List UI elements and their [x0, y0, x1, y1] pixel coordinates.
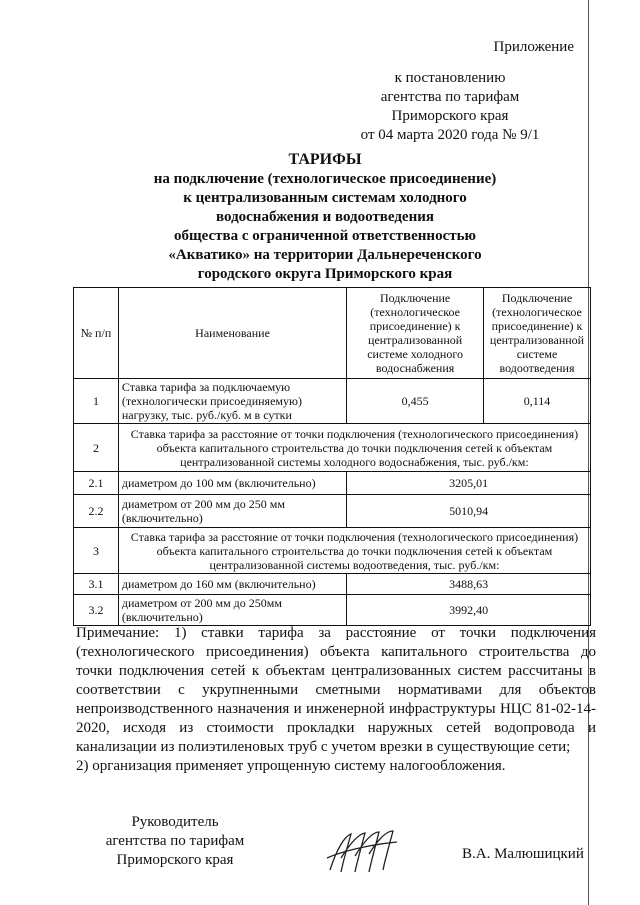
table-row: [74, 528, 591, 574]
signatory-line: Приморского края: [116, 852, 234, 868]
row-section-text: Ставка тарифа за расстояние от точки подключения (технологического присоединения) объекта капитального строительства до точки подключения сетей к объектам централизованной системы холодного водоснабжения, тыс. руб./км:: [118, 424, 590, 472]
note-block: [76, 624, 596, 776]
signatory-position: [100, 813, 250, 870]
row-value: 3488,63: [347, 574, 591, 595]
signatory-name: В.А. Малюшицкий: [462, 846, 584, 862]
row-num: 1: [74, 379, 119, 424]
tariff-table: [73, 287, 591, 626]
table-row: [74, 495, 591, 528]
row-num: 2.1: [74, 472, 119, 495]
appendix-date-line: от 04 марта 2020 года № 9/1: [360, 127, 540, 143]
row-name: диаметром до 100 мм (включительно): [118, 472, 346, 495]
table-header-row: [74, 288, 591, 379]
row-num: 3: [74, 528, 119, 574]
signatory-line: Руководитель: [131, 814, 219, 830]
row-value: 5010,94: [347, 495, 591, 528]
document-title: [120, 150, 530, 284]
table-row: [74, 595, 591, 626]
row-num: 3.2: [74, 595, 119, 626]
row-name: диаметром до 160 мм (включительно): [118, 574, 346, 595]
row-num: 2: [74, 424, 119, 472]
header-num: № п/п: [74, 288, 119, 379]
row-value-sewer: 0,114: [484, 379, 591, 424]
table-row: [74, 574, 591, 595]
appendix-line: агентства по тарифам: [380, 89, 520, 105]
row-value-water: 0,455: [347, 379, 484, 424]
title-line: городского округа Приморского края: [197, 266, 453, 282]
title-line: водоснабжения и водоотведения: [216, 209, 434, 225]
title-line: на подключение (технологическое присоединение): [153, 171, 497, 187]
handwritten-signature: [325, 828, 415, 878]
header-water-supply: Подключение (технологическое присоединение) к централизованной системе холодного водоснабжения: [347, 288, 484, 379]
row-value: 3992,40: [347, 595, 591, 626]
note-paragraph: 2) организация применяет упрощенную систему налогообложения.: [76, 758, 506, 774]
title-main: ТАРИФЫ: [288, 151, 362, 168]
row-name: диаметром от 200 мм до 250 мм (включительно): [118, 495, 346, 528]
title-line: к централизованным системам холодного: [183, 190, 467, 206]
table-row: [74, 424, 591, 472]
appendix-label: Приложение: [493, 39, 574, 55]
title-line: «Акватико» на территории Дальнереченского: [168, 247, 482, 263]
header-name: Наименование: [118, 288, 346, 379]
header-sewerage: Подключение (технологическое присоединение) к централизованной системе водоотведения: [484, 288, 591, 379]
note-paragraph: Примечание: 1) ставки тарифа за расстояние от точки подключения (технологического присоединения) объекта капитального строительства до точки подключения сетей к объектам централизованных систем рассчитаны в соответствии с укрупненными сметными нормативами для объектов непроизводственного назначения и инженерной инфраструктуры НЦС 81-02-14-2020, исходя из стоимости прокладки наружных сетей водопровода и канализации из полиэтиленовых труб с учетом врезки в существующие сети;: [76, 625, 596, 755]
table-row: [74, 379, 591, 424]
row-section-text: Ставка тарифа за расстояние от точки подключения (технологического присоединения) объекта капитального строительства до точки подключения сетей к объектам централизованной системы водоотведения, тыс. руб./км:: [118, 528, 590, 574]
row-num: 2.2: [74, 495, 119, 528]
row-name: Ставка тарифа за подключаемую (технологически присоединяемую) нагрузку, тыс. руб./куб. м в сутки: [118, 379, 346, 424]
appendix-block: [320, 38, 580, 145]
appendix-line: к постановлению: [394, 70, 506, 86]
title-line: общества с ограниченной ответственностью: [174, 228, 476, 244]
row-name: диаметром от 200 мм до 250мм (включительно): [118, 595, 346, 626]
row-value: 3205,01: [347, 472, 591, 495]
signatory-line: агентства по тарифам: [105, 833, 245, 849]
appendix-line: Приморского края: [391, 108, 509, 124]
row-num: 3.1: [74, 574, 119, 595]
table-row: [74, 472, 591, 495]
